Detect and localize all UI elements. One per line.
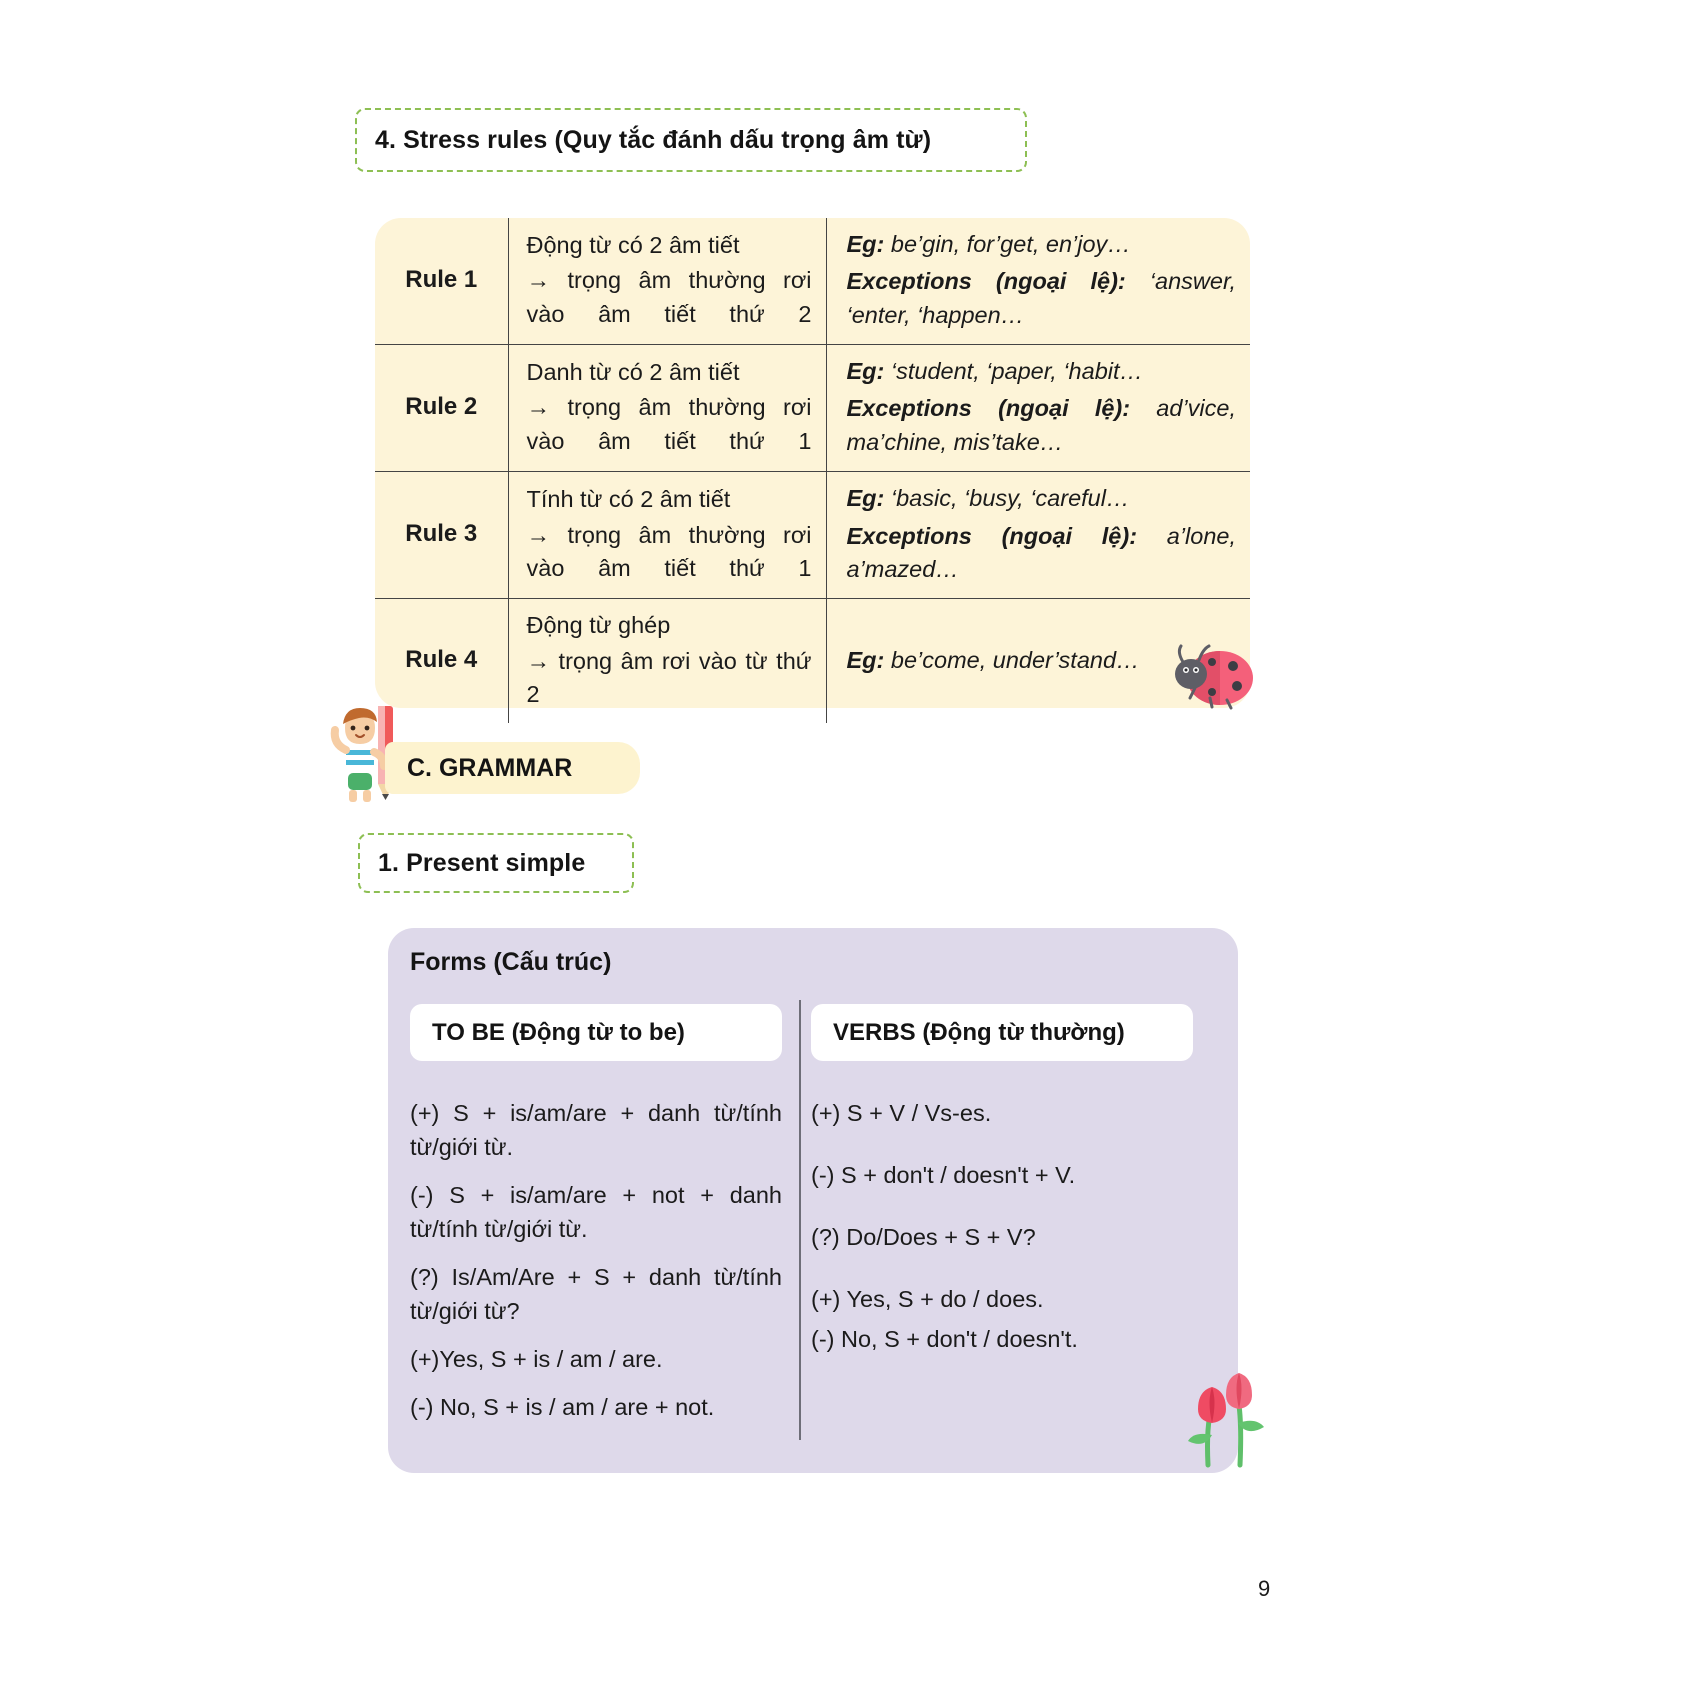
example-text: ‘basic, ‘busy, ‘careful… — [884, 485, 1130, 512]
tulips-icon — [1178, 1365, 1283, 1475]
structure-line: (-) No, S + is / am / are + not. — [410, 1394, 715, 1421]
page-number: 9 — [1258, 1576, 1271, 1601]
table-row — [375, 599, 1250, 724]
rule-description — [508, 472, 826, 599]
example-lead: Eg: — [846, 358, 885, 385]
structure-line: (?) Is/Am/Are + S + danh từ/tính từ/giới từ? — [410, 1264, 782, 1325]
verbs-column-label: VERBS (Động từ thường) — [833, 1018, 1125, 1046]
rule-example-line — [847, 482, 1237, 515]
exception-lead: Exceptions (ngoại lệ): — [846, 395, 1131, 422]
example-lead: Eg: — [846, 231, 885, 257]
rule-desc-line-1: Động từ có 2 âm tiết — [526, 232, 740, 258]
stress-rules-table — [375, 218, 1250, 723]
rule-desc-line-2: → trọng âm thường rơi vào âm tiết thứ 1 — [526, 394, 812, 454]
rule-label: Rule 2 — [375, 345, 508, 472]
rule-exception-line — [847, 392, 1237, 459]
example-lead: Eg: — [846, 485, 885, 512]
forms-column-divider — [799, 1000, 801, 1440]
rule-description — [508, 345, 826, 472]
rule-label: Rule 3 — [375, 472, 508, 599]
rule-exception-line — [847, 265, 1237, 332]
to-be-column-header — [410, 1004, 782, 1061]
structure-line: (?) Do/Does + S + V? — [811, 1224, 1036, 1251]
structure-line: (-) S + is/am/are + not + danh từ/tính từ/giới từ. — [410, 1182, 782, 1243]
exception-lead: Exceptions (ngoại lệ): — [846, 522, 1138, 549]
rule-example-line — [847, 228, 1237, 261]
rule-examples — [826, 218, 1250, 345]
rule-examples — [826, 472, 1250, 599]
rule-desc-line-1: Động từ ghép — [526, 612, 671, 639]
exception-text: a’lone, a’mazed… — [846, 522, 1237, 582]
to-be-structures — [410, 1096, 782, 1439]
example-text: be’gin, for’get, en’joy… — [884, 231, 1131, 257]
exception-lead: Exceptions (ngoại lệ): — [846, 268, 1126, 295]
table-row — [375, 472, 1250, 599]
rule-desc-line-2: → trọng âm thường rơi vào âm tiết thứ 1 — [526, 521, 812, 581]
exception-text: ad’vice, ma’chine, mis’take… — [846, 395, 1236, 455]
example-text: ‘student, ‘paper, ‘habit… — [884, 358, 1144, 385]
rule-desc-line-2: → trọng âm rơi vào từ thứ 2 — [526, 647, 812, 707]
rule-examples — [826, 345, 1250, 472]
rule-label: Rule 1 — [375, 218, 508, 345]
forms-title: Forms (Cấu trúc) — [410, 948, 612, 976]
structure-line: (-) S + don't / doesn't + V. — [811, 1162, 1076, 1189]
example-text: be’come, under’stand… — [884, 646, 1140, 673]
table-row — [375, 218, 1250, 345]
rule-desc-line-1: Tính từ có 2 âm tiết — [526, 486, 731, 513]
grammar-banner-label: C. GRAMMAR — [407, 753, 573, 782]
rule-desc-line-2: → trọng âm thường rơi vào âm tiết thứ 2 — [526, 267, 812, 327]
stress-rules-heading-label: 4. Stress rules (Quy tắc đánh dấu trọng âm từ) — [375, 125, 932, 154]
verbs-structures — [811, 1096, 1191, 1384]
rule-description — [508, 599, 826, 724]
rule-exception-line — [847, 520, 1237, 587]
example-lead: Eg: — [846, 646, 885, 673]
structure-line: (+) Yes, S + do / does. — [811, 1286, 1044, 1313]
structure-line: (+)Yes, S + is / am / are. — [410, 1346, 663, 1373]
present-simple-heading-label: 1. Present simple — [378, 848, 586, 877]
verbs-column-header — [811, 1004, 1193, 1061]
stress-rules-card — [375, 218, 1250, 708]
structure-line: (-) No, S + don't / doesn't. — [811, 1326, 1078, 1353]
rule-description — [508, 218, 826, 345]
structure-line: (+) S + is/am/are + danh từ/tính từ/giới từ. — [410, 1100, 782, 1161]
ladybug-icon — [1165, 640, 1261, 710]
rule-example-line — [847, 355, 1237, 388]
to-be-column-label: TO BE (Động từ to be) — [432, 1018, 685, 1046]
forms-card — [388, 928, 1238, 1473]
stress-rules-heading — [355, 108, 1027, 172]
structure-line: (+) S + V / Vs-es. — [811, 1100, 992, 1126]
grammar-section-banner — [385, 742, 640, 794]
rule-desc-line-1: Danh từ có 2 âm tiết — [526, 359, 740, 386]
present-simple-heading — [358, 833, 634, 893]
exception-text: ‘answer, ‘enter, ‘happen… — [846, 268, 1236, 328]
table-row — [375, 345, 1250, 472]
rule-label: Rule 4 — [405, 646, 478, 674]
